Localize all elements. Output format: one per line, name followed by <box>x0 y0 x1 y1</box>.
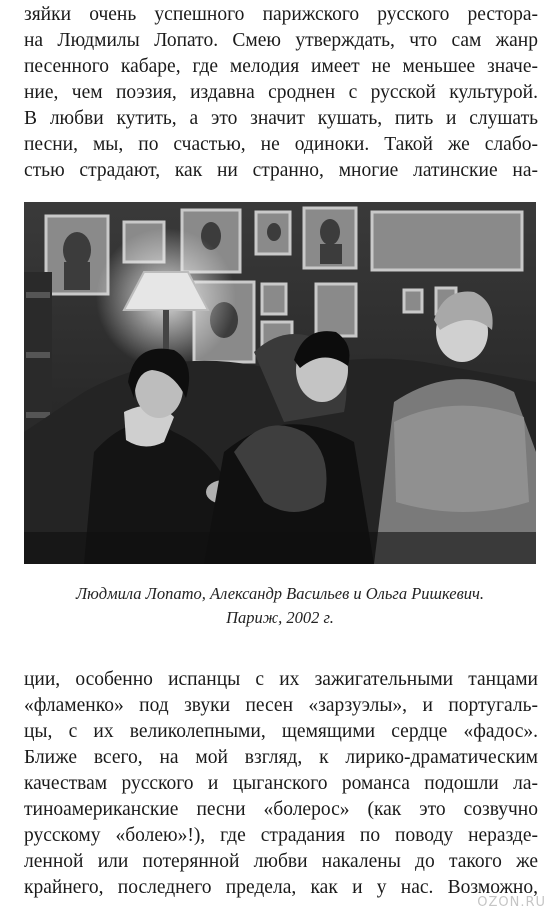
photo-illustration <box>24 202 536 564</box>
text-line: русскому «болею»!), где страдания по поводу неразде- <box>24 825 538 846</box>
caption-line: Париж, 2002 г. <box>226 608 334 627</box>
text-line: песни, мы, по счастью, не одиноки. Такой же слабо- <box>24 134 538 155</box>
text-line: на Людмилы Лопато. Смею утверждать, что сам жанр <box>24 30 538 51</box>
watermark: OZON.RU <box>477 895 546 910</box>
text-line: песенного кабаре, где мелодия имеет не меньшее значе- <box>24 56 538 77</box>
text-line: «фламенко» под звуки песен «зарзуэлы», и португаль- <box>24 695 538 716</box>
text-line: цы, с их великолепными, щемящими сердце «фадос». <box>24 721 538 742</box>
text-line: зяйки очень успешного парижского русского рестора- <box>24 4 538 25</box>
text-line: ние, чем поэзия, издавна сроднен с русской культурой. <box>24 82 538 103</box>
caption-line: Людмила Лопато, Александр Васильев и Ольга Ришкевич. <box>75 584 485 603</box>
text-line: В любви кутить, а это значит кушать, пить и слушать <box>24 108 538 129</box>
text-line: тиноамериканские песни «болерос» (как это созвучно <box>24 799 538 820</box>
text-line: ленной или потерянной любви накалены до такого же <box>24 851 538 872</box>
top-paragraph <box>24 2 538 184</box>
text-line: Ближе всего, на мой взгляд, к лирико-драматическим <box>24 747 538 768</box>
text-line: стью страдают, как ни странно, многие латинские на- <box>24 160 538 181</box>
group-photo <box>24 202 536 564</box>
text-line: качествам русского и цыганского романса подошли ла- <box>24 773 538 794</box>
text-line: крайнего, последнего предела, как и у нас. Возможно, <box>24 877 538 898</box>
text-line: ции, особенно испанцы с их зажигательными танцами <box>24 669 538 690</box>
photo-caption <box>24 582 536 630</box>
bottom-paragraph <box>24 667 538 901</box>
